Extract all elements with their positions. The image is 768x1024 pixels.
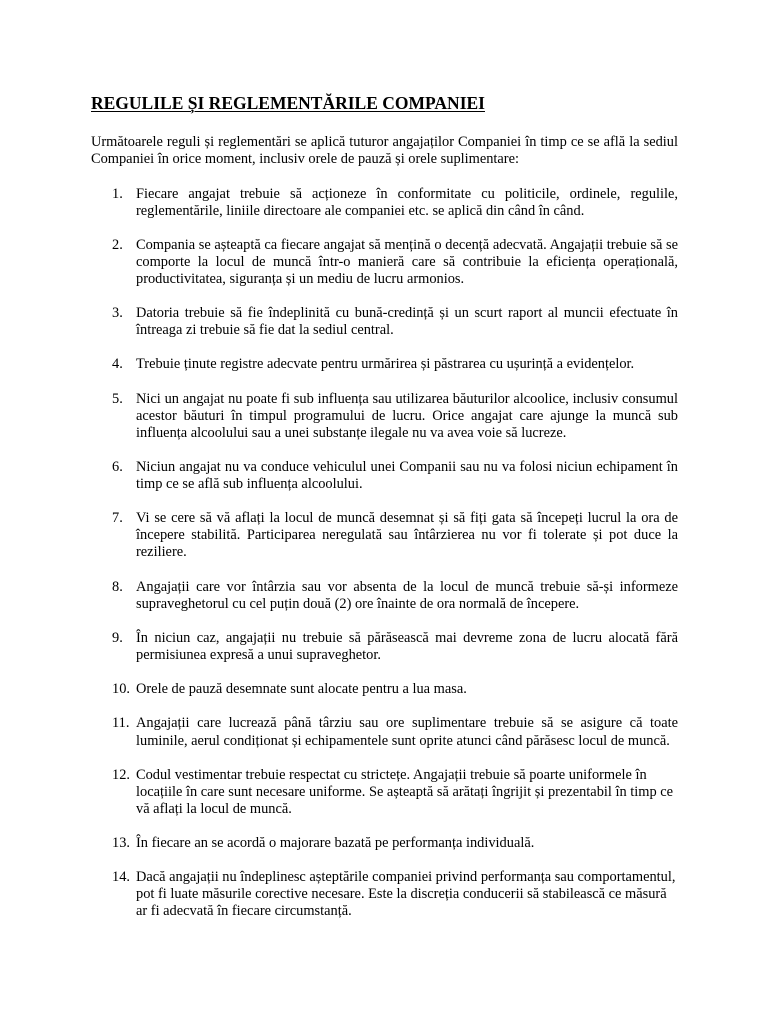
rule-text: În niciun caz, angajații nu trebuie să părăsească mai devreme zona de lucru alocată fără permisiunea expresă a unui supraveghetor.	[136, 629, 678, 664]
rule-number: 6.	[112, 459, 123, 475]
rule-item-7	[112, 510, 678, 561]
rule-text: Datoria trebuie să fie îndeplinită cu bună-credință și un scurt raport al muncii efectuate în întreaga zi trebuie să fie dat la sediul central.	[136, 305, 678, 339]
rule-number: 14.	[112, 869, 130, 886]
rule-text: Angajații care vor întârzia sau vor absenta de la locul de muncă trebuie să-și informeze supraveghetorul cu cel puțin două (2) ore înainte de ora normală de începere.	[136, 578, 678, 612]
rule-number: 1.	[112, 185, 123, 202]
rule-number: 10.	[112, 681, 130, 698]
rule-text: Trebuie ținute registre adecvate pentru urmărirea și păstrarea cu ușurință a evidențelor.	[136, 356, 635, 373]
rule-text: În fiecare an se acordă o majorare bazată pe performanța individuală.	[136, 835, 535, 852]
rule-number: 3.	[112, 305, 123, 322]
rule-text: Nici un angajat nu poate fi sub influența sau utilizarea băuturilor alcoolice, inclusiv consumul acestor băuturi în timpul programului de lucru. Orice angajat care ajunge la muncă sub influența alcoolului sau a unei substanțe ilegale nu va avea voie să lucreze.	[136, 390, 678, 441]
rule-item-4	[112, 356, 678, 373]
rule-item-2	[112, 237, 678, 288]
rule-number: 5.	[112, 390, 123, 407]
rule-number: 7.	[112, 510, 123, 527]
rule-item-14	[112, 869, 678, 920]
rule-item-8	[112, 579, 678, 613]
rule-item-9	[112, 630, 678, 664]
rule-item-13	[112, 835, 678, 852]
rule-number: 4.	[112, 356, 123, 373]
rule-item-10	[112, 681, 678, 698]
rule-text: Codul vestimentar trebuie respectat cu strictețe. Angajații trebuie să poarte uniformele în locațiile în care sunt necesare uniforme. Se așteaptă să arătați îngrijit și prezentabil în timp ce vă aflați la locul de muncă.	[136, 766, 674, 817]
rule-item-5	[112, 391, 678, 442]
rule-text: Niciun angajat nu va conduce vehiculul unei Companii sau nu va folosi niciun echipament în timp ce se află sub influența alcoolului.	[136, 459, 678, 493]
rule-item-12	[112, 767, 678, 818]
rule-item-6	[112, 459, 678, 493]
intro-paragraph: Următoarele reguli și reglementări se aplică tuturor angajaților Companiei în timp ce se află la sediul Companiei în orice moment, inclusiv orele de pauză și orele suplimentare:	[91, 133, 678, 167]
rule-text: Vi se cere să vă aflați la locul de muncă desemnat și să fiți gata să începeți lucrul la ora de începere stabilită. Participarea neregulată sau întârzierea nu vor fi tolerate și pot duce la reziliere.	[136, 510, 678, 561]
rule-item-3	[112, 305, 678, 339]
rule-text: Orele de pauză desemnate sunt alocate pentru a lua masa.	[136, 681, 467, 698]
rule-number: 13.	[112, 835, 130, 852]
rule-text: Compania se așteaptă ca fiecare angajat să mențină o decență adecvată. Angajații trebuie să se comporte la locul de muncă într-o manieră care să contribuie la eficiența operațională, productivitatea, siguranța și un mediu de lucru armonios.	[136, 236, 678, 287]
rule-text: Angajații care lucrează până târziu sau ore suplimentare trebuie să se asigure că toate luminile, aerul condiționat și echipamentele sunt oprite atunci când părăsesc locul de muncă.	[136, 715, 678, 749]
rule-text: Dacă angajații nu îndeplinesc așteptările companiei privind performanța sau comportamentul, pot fi luate măsurile corective necesare. Este la discreția conducerii să stabilească ce măsură ar fi adecvată în fiecare circumstanță.	[136, 869, 676, 920]
rule-text: Fiecare angajat trebuie să acționeze în conformitate cu politicile, ordinele, regulile, reglementările, liniile directoare ale companiei etc. se aplică din când în când.	[136, 185, 678, 219]
rule-number: 12.	[112, 766, 130, 783]
rule-number: 2.	[112, 236, 123, 253]
rule-number: 9.	[112, 629, 123, 646]
rule-number: 8.	[112, 578, 123, 595]
rule-item-11	[112, 715, 678, 749]
rule-number: 11.	[112, 715, 130, 732]
rules-list	[112, 186, 678, 938]
rule-item-1	[112, 186, 678, 220]
document-title: REGULILE ȘI REGLEMENTĂRILE COMPANIEI	[91, 93, 485, 113]
